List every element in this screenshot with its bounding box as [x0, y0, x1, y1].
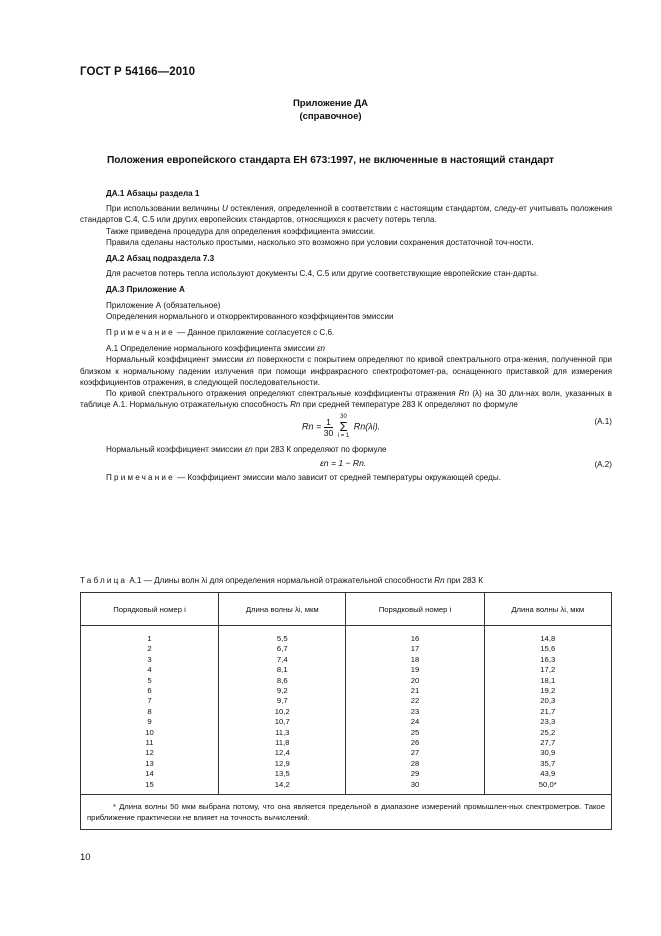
formula-a1-term: Rn(λi). [353, 421, 381, 432]
formula-a1-lhs: Rn = [302, 421, 322, 432]
section-da1-heading: ДА.1 Абзацы раздела 1 [106, 189, 200, 198]
header-wavelength-2: Длина волны λi, мкм [484, 593, 611, 626]
formula-a2 [80, 456, 612, 472]
formula-a1 [80, 410, 612, 444]
ordinal-column-2: 16 17 18 19 20 21 22 23 24 25 26 27 28 29 30 [346, 626, 484, 795]
main-title: Положения европейского стандарта ЕН 673:1997, не включенные в настоящий стандарт [106, 155, 555, 166]
formula-a1-number: (А.1) [594, 417, 612, 427]
formula-a1-sum: 30 Σ i = 1 [337, 414, 350, 440]
wavelength-column-1: 5,5 6,7 7,4 8,1 8,6 9,2 9,7 10,2 10,7 11,3 11,8 12,4 12,9 13,5 14,2 [219, 626, 346, 795]
section-da3-heading: ДА.3 Приложение А [106, 285, 185, 295]
formula-a2-number: (А.2) [594, 459, 612, 469]
a1-paragraph-1: Нормальный коэффициент эмиссии εn поверхности с покрытием определяют по кривой спектрального отра-жения, полученной при близком к нормальному падении излучения при помощи инфракрасного спектрофотомет-ра, оснащенного приставкой для измерения коэффициентов отражения, в следующей последовательности. [80, 355, 612, 387]
page-number: 10 [80, 852, 91, 863]
da1-paragraph-1: При использовании величины U остекления, определенной в соответствии с настоящим стандартом, следу-ет учитывать положения стандартов С.4, С.5 или других европейских стандартов, относящихся к расчету потерь тепла. [80, 204, 612, 225]
table-caption: Таблица А.1 — Длины волн λi для определения нормальной отражательной способности Rn при 283 К [80, 576, 483, 585]
wavelength-table [80, 592, 612, 830]
ordinal-column-1: 1 2 3 4 5 6 7 8 9 10 11 12 13 14 15 [81, 626, 219, 795]
da2-paragraph-1: Для расчетов потерь тепла используют документы С.4, С.5 или другие соответствующие европейские стан-дарты. [106, 269, 539, 279]
da3-note-1: Примечание — Данное приложение согласуется с С.6. [106, 328, 335, 338]
da3-line-2: Определения нормального и откорректированного коэффициентов эмиссии [106, 311, 394, 321]
a1-heading: А.1 Определение нормального коэффициента эмиссии εn [106, 344, 326, 354]
table-footnote-row [81, 795, 612, 830]
table-header-row [81, 593, 612, 626]
a1-paragraph-3: Нормальный коэффициент эмиссии εn при 283 К определяют по формуле [106, 445, 387, 455]
da3-line-1: Приложение А (обязательное) [106, 300, 221, 310]
document-body [80, 188, 612, 483]
header-wavelength-1: Длина волны λi, мкм [219, 593, 346, 626]
formula-a1-fraction: $\frac{1}{30}$ [323, 416, 334, 438]
table-footnote: * Длина волны 50 мкм выбрана потому, что она является предельной в диапазоне измерений промышлен-ных спектрометров. Такое приближение практически не влияет на точность вычислений. [87, 802, 605, 823]
da3-note-2: Примечание — Коэффициент эмиссии мало зависит от средней температуры окружающей среды. [106, 472, 501, 482]
a1-paragraph-2: По кривой спектрального отражения определяют спектральные коэффициенты отражения Rn (λ) на 30 дли-нах волн, указанных в таблице А.1. Нормальную отражательную способность Rn при средней температуре 283 К определяют по формуле [80, 389, 612, 410]
standard-header: ГОСТ Р 54166—2010 [80, 66, 196, 78]
section-da2-heading: ДА.2 Абзац подраздела 7.3 [106, 254, 215, 264]
wavelength-column-2: 14,8 15,6 16,3 17,2 18,1 19,2 20,3 21,7 23,3 25,2 27,7 30,9 35,7 43,9 50,0* [484, 626, 611, 795]
header-ordinal-1: Порядковый номер i [81, 593, 219, 626]
appendix-heading [0, 97, 661, 123]
da1-paragraph-3: Правила сделаны настолько простыми, насколько это возможно при условии сохранения достаточной точ-ности. [106, 237, 534, 247]
formula-a2-expr: εn = 1 − Rn. [320, 457, 367, 468]
header-ordinal-2: Порядковый номер i [346, 593, 484, 626]
appendix-title: Приложение ДА [292, 98, 369, 109]
da1-paragraph-2: Также приведена процедура для определения коэффициента эмиссии. [106, 226, 376, 236]
table-body-row [81, 626, 612, 795]
appendix-subtitle: (справочное) [299, 111, 362, 122]
